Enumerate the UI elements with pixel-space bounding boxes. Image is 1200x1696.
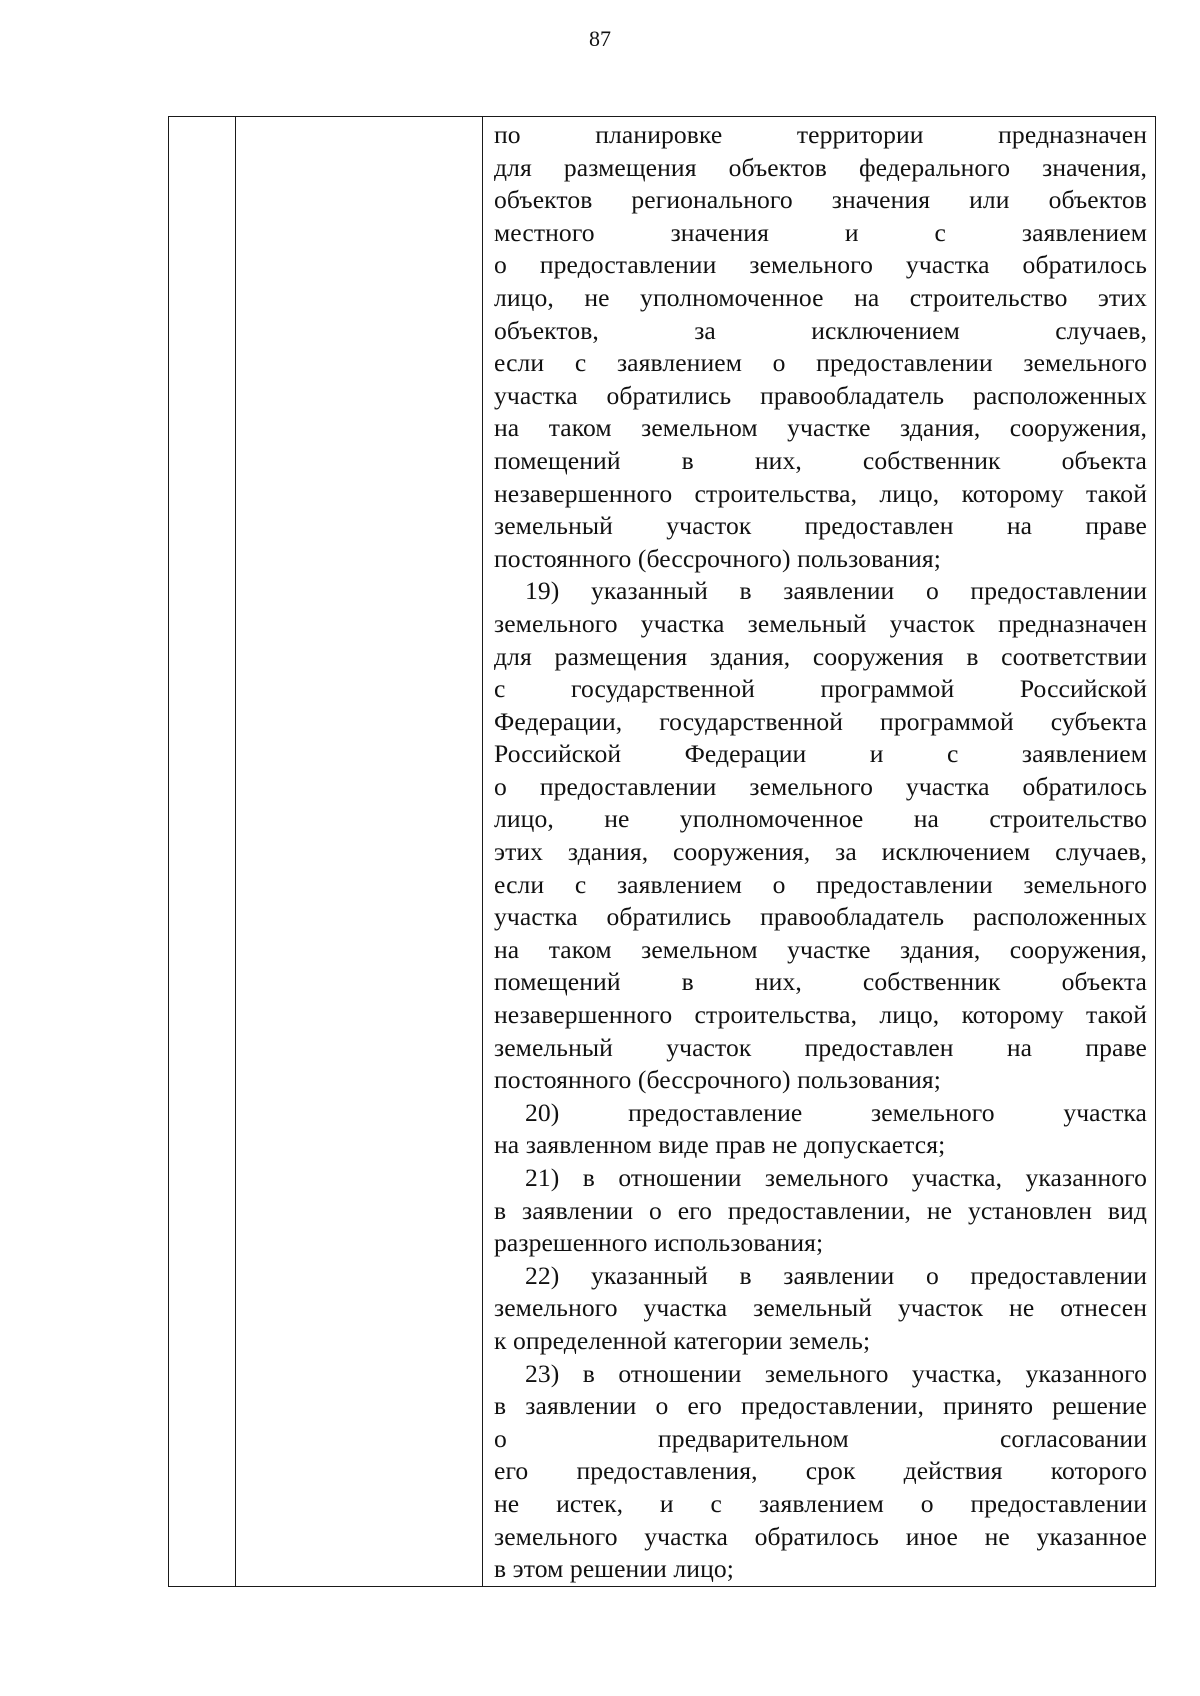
text-line: по планировке территории предназначен — [494, 120, 1147, 149]
text-line: на заявленном виде прав не допускается; — [494, 1130, 946, 1160]
text-line: на таком земельном участке здания, сооружения, — [494, 934, 1147, 964]
text-line: лицо, не уполномоченное на строительство — [494, 804, 1147, 834]
text-line: в заявлении о его предоставлении, не установлен вид — [494, 1195, 1147, 1225]
text-line: Российской Федерации и с заявлением — [494, 739, 1147, 769]
text-line: 21) в отношении земельного участка, указанного — [525, 1163, 1147, 1192]
name-cell — [236, 117, 483, 1587]
text-line: земельного участка обратилось иное не указанное — [494, 1521, 1147, 1551]
text-line: в этом решении лицо; — [494, 1554, 735, 1584]
text-cell — [483, 117, 1156, 1587]
item-22-paragraph — [494, 1260, 1147, 1358]
text-line: земельного участка земельный участок предназначен — [494, 608, 1147, 638]
text-line: 20) предоставление земельного участка — [525, 1097, 1147, 1127]
continuation-paragraph — [494, 119, 1147, 575]
text-line: земельного участка земельный участок не отнесен — [494, 1293, 1147, 1323]
text-line: лицо, не уполномоченное на строительство этих — [494, 282, 1147, 312]
text-line: на таком земельном участке здания, сооружения, — [494, 413, 1147, 443]
text-line: объектов, за исключением случаев, — [494, 315, 1147, 345]
text-line: участка обратились правообладатель расположенных — [494, 902, 1147, 932]
text-line: к определенной категории земель; — [494, 1325, 871, 1355]
number-cell — [169, 117, 236, 1587]
page-number: 87 — [589, 26, 611, 51]
text-line: постоянного (бессрочного) пользования; — [494, 543, 942, 573]
item-23-paragraph — [494, 1358, 1147, 1586]
item-20-paragraph — [494, 1097, 1147, 1162]
item-19-paragraph — [494, 575, 1147, 1097]
text-line: для размещения здания, сооружения в соответствии — [494, 641, 1147, 671]
text-line: земельный участок предоставлен на праве — [494, 511, 1147, 541]
text-line: незавершенного строительства, лицо, которому такой — [494, 1000, 1147, 1030]
text-line: его предоставления, срок действия которого — [494, 1456, 1147, 1486]
text-line: помещений в них, собственник объекта — [494, 445, 1147, 475]
text-line: с государственной программой Российской — [494, 674, 1147, 704]
text-line: 22) указанный в заявлении о предоставлении — [525, 1260, 1147, 1290]
text-line: этих здания, сооружения, за исключением случаев, — [494, 837, 1147, 867]
text-line: 19) указанный в заявлении о предоставлении — [525, 576, 1147, 606]
text-line: не истек, и с заявлением о предоставлении — [494, 1488, 1147, 1518]
item-21-paragraph — [494, 1162, 1147, 1260]
text-line: участка обратились правообладатель расположенных — [494, 380, 1147, 410]
text-line: постоянного (бессрочного) пользования; — [494, 1065, 942, 1095]
text-line: земельный участок предоставлен на праве — [494, 1032, 1147, 1062]
text-line: Федерации, государственной программой субъекта — [494, 706, 1147, 736]
text-line: 23) в отношении земельного участка, указанного — [525, 1358, 1147, 1388]
text-line: местного значения и с заявлением — [494, 217, 1147, 247]
text-line: если с заявлением о предоставлении земельного — [494, 348, 1147, 378]
document-table — [168, 116, 1156, 1587]
table-row — [169, 117, 1156, 1587]
text-line: о предоставлении земельного участка обратилось — [494, 771, 1147, 801]
text-line: объектов регионального значения или объектов — [494, 185, 1147, 215]
text-line: незавершенного строительства, лицо, которому такой — [494, 478, 1147, 508]
text-line: о предварительном согласовании — [494, 1423, 1147, 1453]
text-line: если с заявлением о предоставлении земельного — [494, 869, 1147, 899]
text-line: для размещения объектов федерального значения, — [494, 152, 1147, 182]
text-line: в заявлении о его предоставлении, принято решение — [494, 1391, 1147, 1421]
text-line: помещений в них, собственник объекта — [494, 967, 1147, 997]
text-line: о предоставлении земельного участка обратилось — [494, 250, 1147, 280]
text-line: разрешенного использования; — [494, 1228, 824, 1258]
